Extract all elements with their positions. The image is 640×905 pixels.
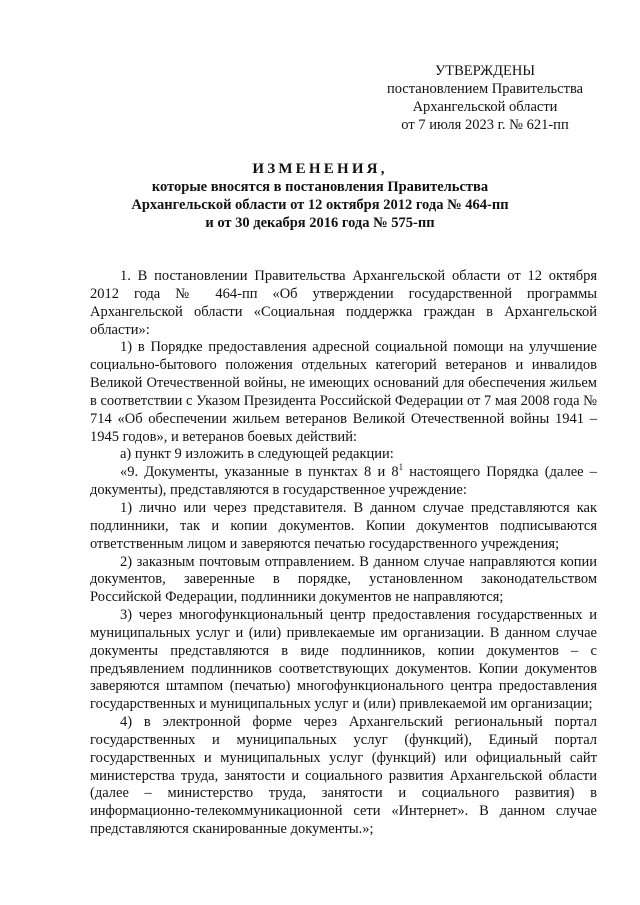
paragraph-6: 2) заказным почтовым отправлением. В данном случае направляются копии документов, заверенные в порядке, установленном законодательством Российской Федерации, подлинники документов не направляются;	[90, 553, 597, 606]
approval-stamp	[370, 62, 600, 134]
heading-line-3: Архангельской области от 12 октября 2012 года № 464-пп	[131, 197, 509, 213]
paragraph-4-start: «9. Документы, указанные в пунктах 8 и 8	[120, 464, 399, 481]
paragraph-3: а) пункт 9 изложить в следующей редакции:	[120, 446, 394, 463]
page-title: ИЗМЕНЕНИЯ,	[252, 161, 388, 177]
paragraph-2: 1) в Порядке предоставления адресной социальной помощи на улучшение социально-бытового положения отдельных категорий ветеранов и инвалидов Великой Отечественной войны, не имеющих оснований для обеспечения жильем в соответствии с Указом Президента Российской Федерации от 7 мая 2008 года № 714 «Об обеспечении жильем ветеранов Великой Отечественной войны 1941 – 1945 годов», и ветеранов боевых действий:	[90, 339, 597, 445]
approval-line-resolution: постановлением Правительства	[386, 81, 584, 97]
document-body	[90, 268, 597, 839]
paragraph-1: 1. В постановлении Правительства Архангельской области от 12 октября 2012 года № 464-пп «Об утверждении государственной программы Архангельской области «Социальная поддержка граждан в Архангельской области»:	[90, 268, 597, 338]
paragraph-7: 3) через многофункциональный центр предоставления государственных и муниципальных услуг и (или) привлекаемые им организации. В данном случае документы представляются в виде подлинников, копии документов – с предъявлением подлинников соответствующих документов. Копии документов заверяются штампом (печатью) многофункционального центра предоставления государственных и муниципальных услуг и (или) привлекаемой им организации;	[90, 607, 597, 713]
heading-line-2: которые вносятся в постановления Правительства	[151, 179, 489, 195]
paragraph-4-end: настоящего Порядка (далее – документы), представляются в государственное учреждение:	[90, 464, 598, 499]
approval-line-approved: УТВЕРЖДЕНЫ	[434, 63, 536, 79]
paragraph-4	[90, 464, 597, 500]
approval-line-region: Архангельской области	[412, 99, 558, 115]
superscript-index: 1	[398, 462, 404, 473]
paragraph-5: 1) лично или через представителя. В данном случае представляются как подлинники, так и копии документов. Копии документов подписываются ответственным лицом и заверяются печатью государственного учреждения;	[90, 499, 597, 552]
approval-line-date: от 7 июля 2023 г. № 621-пп	[401, 117, 569, 133]
paragraph-8: 4) в электронной форме через Архангельский региональный портал государственных и муниципальных услуг (функций), Единый портал государственных и муниципальных услуг (функций) или официальный сайт министерства труда, занятости и социального развития Архангельской области (далее – министерство труда, занятости и социального развития) в информационно-телекоммуникационной сети «Интернет». В данном случае представляются сканированные документы.»;	[90, 714, 597, 838]
heading-line-4: и от 30 декабря 2016 года № 575-пп	[205, 215, 435, 231]
document-heading	[90, 160, 550, 232]
